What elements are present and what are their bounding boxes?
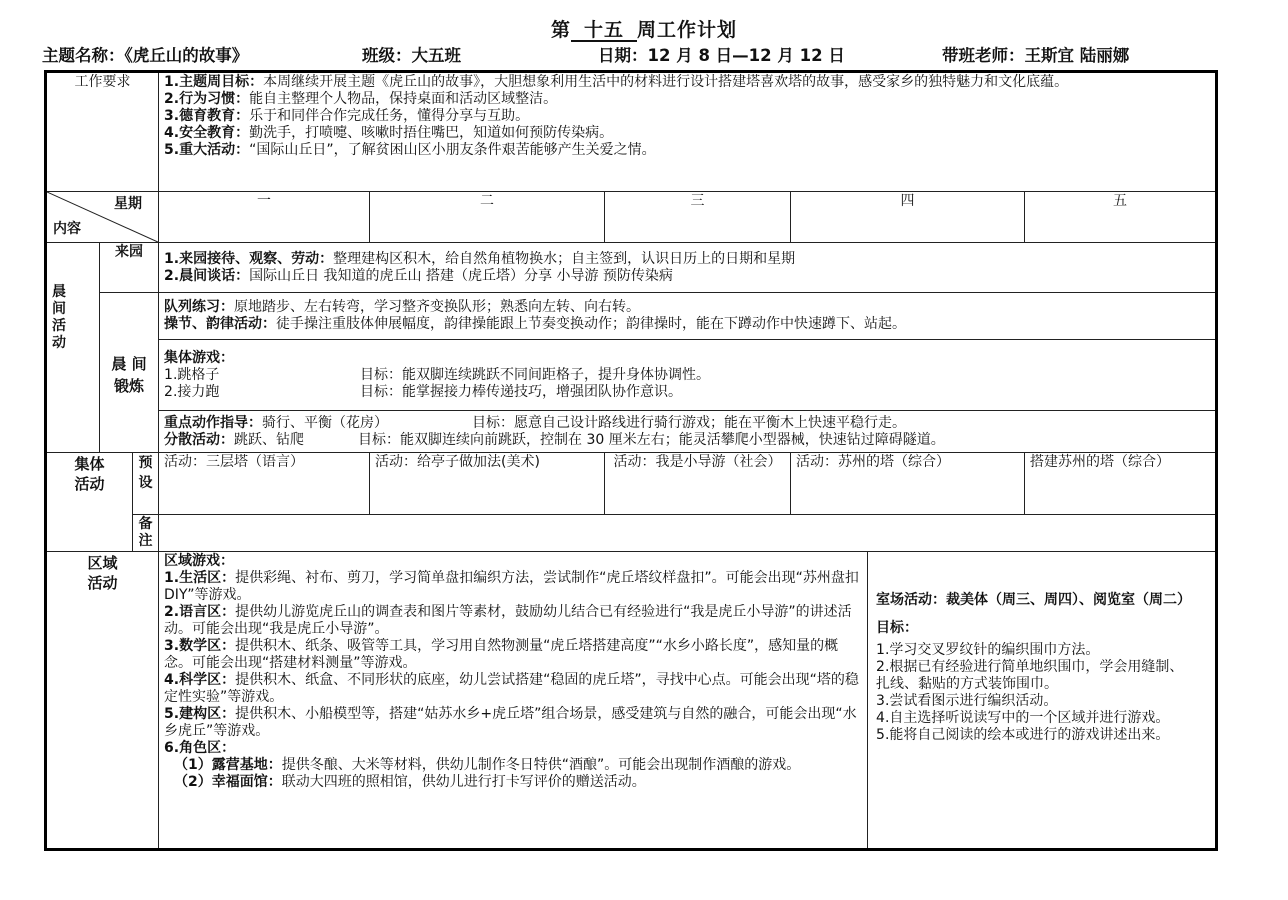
area-item-head: 2.语言区：: [164, 604, 236, 620]
role-sub-1: [164, 757, 862, 774]
note-l2: 注: [138, 533, 153, 549]
exercise-row-2: [46, 340, 1217, 411]
work-req-item: [164, 142, 1210, 159]
item-head: 1.主题周目标：: [164, 74, 264, 90]
area-item-head: 1.生活区：: [164, 570, 236, 586]
room-goal-item: 5.能将自己阅读的绘本或进行的游戏讲述出来。: [876, 727, 1170, 743]
area-item: [164, 570, 862, 604]
area-item: [164, 604, 862, 638]
activity-wed: 活动：我是小导游（社会）: [605, 453, 791, 515]
item-head: 5.重大活动：: [164, 142, 250, 158]
role-sub-1-head: （1）露营基地：: [174, 757, 282, 773]
work-req-item: [164, 74, 1210, 91]
day-tue: 二: [370, 192, 605, 243]
weekday-header-row: [46, 192, 1217, 243]
rhythm-head: 操节、韵律活动：: [164, 316, 277, 332]
note-label: [133, 515, 159, 552]
area-heading: 区域游戏：: [164, 553, 235, 569]
role-sub-2-head: （2）幸福面馆：: [174, 774, 282, 790]
spread-head: 分散活动：: [164, 431, 235, 448]
week-number: 十五: [571, 20, 637, 42]
group-label-l2: 活动: [74, 475, 105, 493]
group-game-head: 集体游戏：: [164, 349, 235, 366]
item-head: 4.安全教育：: [164, 125, 250, 141]
room-goal-label: 目标：: [876, 620, 919, 636]
label-char: 间: [52, 301, 66, 317]
teachers: 带班老师：王斯宜 陆丽娜: [942, 46, 1130, 65]
exercise-label-l2: 锻炼: [114, 377, 145, 395]
arrival-l1-head: 1.来园接待、观察、劳动：: [164, 250, 334, 267]
arrival-l1-text: 整理建构区积木，给自然角植物换水；自主签到，认识日历上的日期和星期: [333, 250, 796, 267]
game-2: [164, 384, 1210, 401]
area-label-l2: 活动: [87, 574, 118, 592]
area-item: [164, 706, 862, 740]
area-item-text: 提供积木、纸条、吸管等工具，学习用自然物测量“虎丘塔搭建高度”“水乡小路长度”，感知量的概念。可能会出现“搭建材料测量”等游戏。: [164, 638, 839, 671]
arrival-line-2: [164, 268, 1210, 285]
activity-fri: 搭建苏州的塔（综合）: [1025, 453, 1217, 515]
queue-line: [164, 299, 1210, 316]
title-suffix: 周工作计划: [637, 19, 738, 41]
arrival-row: [46, 243, 1217, 293]
day-thu: 四: [791, 192, 1025, 243]
key-action-line: [164, 415, 1210, 432]
area-item-head: 6.角色区：: [164, 740, 236, 756]
game-2-goal: 目标：能掌握接力棒传递技巧，增强团队协作意识。: [360, 383, 683, 400]
work-requirements-row: [46, 72, 1217, 192]
area-item-head: 4.科学区：: [164, 672, 236, 688]
queue-head: 队列练习：: [164, 299, 235, 315]
exercise-label-l1: 晨 间: [111, 355, 147, 373]
game-1-goal: 目标：能双脚连续跳跃不同间距格子，提升身体协调性。: [360, 366, 711, 383]
arrival-label: 来园: [100, 243, 159, 293]
role-sub-2: [164, 774, 862, 791]
game-1: [164, 367, 1210, 384]
diagonal-header-cell: [46, 192, 159, 243]
preset-label: [133, 453, 159, 515]
activity-mon: 活动：三层塔（语言）: [159, 453, 370, 515]
room-activity-content: [868, 552, 1217, 850]
title-prefix: 第: [550, 19, 571, 41]
item-text: 本周继续开展主题《虎丘山的故事》，大胆想象利用生活中的材料进行设计搭建塔喜欢塔的故事，感受家乡的独特魅力和文化底蕴。: [263, 74, 1069, 90]
queue-text: 原地踏步、左右转弯，学习整齐变换队形；熟悉向左转、向右转。: [234, 299, 641, 315]
theme-name: 主题名称：《虎丘山的故事》: [42, 46, 249, 65]
area-item-text: 提供幼儿游览虎丘山的调查表和图片等素材，鼓励幼儿结合已有经验进行“我是虎丘小导游”的讲述活动。可能会出现“我是虎丘小导游”。: [164, 604, 852, 637]
date-range: 日期：12 月 8 日—12 月 12 日: [598, 46, 845, 65]
work-req-item: [164, 91, 1210, 108]
class-name: 班级：大五班: [362, 46, 461, 65]
item-text: 乐于和同伴合作完成任务，懂得分享与互助。: [249, 108, 530, 124]
game-2-name: 2.接力跑: [164, 383, 220, 400]
note-l1: 备: [138, 516, 153, 532]
activity-tue: 活动：给亭子做加法(美术): [370, 453, 605, 515]
rhythm-text: 徒手操注重肢体伸展幅度，韵律操能跟上节奏变换动作；韵律操时，能在下蹲动作中快速蹲下、站起。: [276, 316, 907, 332]
area-activity-label: [46, 552, 159, 850]
label-char: 动: [52, 335, 66, 351]
weekday-label: 星期: [114, 196, 143, 212]
group-game-content: [159, 340, 1217, 411]
queue-rhythm-content: [159, 293, 1217, 340]
room-goal-item: 2.根据已有经验进行简单地织围巾，学会用缝制、: [876, 659, 1184, 675]
area-item-text: 提供积木、纸盒、不同形状的底座，幼儿尝试搭建“稳固的虎丘塔”，寻找中心点。可能会出现“塔的稳定性实验”等游戏。: [164, 672, 859, 705]
exercise-row-3: [46, 411, 1217, 453]
role-sub-1-text: 提供冬酿、大米等材料，供幼儿制作冬日特供“酒酿”。可能会出现制作酒酿的游戏。: [281, 757, 801, 773]
spread-text: 跳跃、钻爬: [234, 431, 305, 448]
label-char: 晨: [52, 284, 66, 300]
morning-exercise-label: [100, 293, 159, 453]
area-item-head: 3.数学区：: [164, 638, 236, 654]
role-sub-2-text: 联动大四班的照相馆，供幼儿进行打卡写评价的赠送活动。: [281, 774, 646, 790]
group-activity-label: [46, 453, 133, 552]
key-action-text: 骑行、平衡（花房）: [262, 414, 389, 431]
morning-activity-label: [46, 243, 100, 453]
arrival-line-1: [164, 251, 1210, 268]
day-wed: 三: [605, 192, 791, 243]
exercise-row-1: [46, 293, 1217, 340]
area-item-text: 提供彩绳、衬布、剪刀，学习简单盘扣编织方法，尝试制作“虎丘塔纹样盘扣”。可能会出现“苏州盘扣 DIY”等游戏。: [164, 570, 859, 603]
preset-l1: 预: [138, 455, 153, 471]
plan-subheader: [42, 42, 1242, 66]
note-content: [159, 515, 1217, 552]
preset-l2: 设: [138, 475, 153, 491]
group-label-l1: 集体: [74, 455, 105, 473]
room-goal-item: 4.自主选择听说读写中的一个区域并进行游戏。: [876, 710, 1170, 726]
note-row: [46, 515, 1217, 552]
work-req-item: [164, 125, 1210, 142]
content-label: 内容: [53, 221, 81, 237]
page-title: [0, 15, 1288, 42]
item-head: 3.德育教育：: [164, 108, 250, 124]
key-action-goal: 目标：愿意自己设计路线进行骑行游戏；能在平衡木上快速平稳行走。: [472, 414, 907, 431]
arrival-content: [159, 243, 1217, 293]
arrival-l2-text: 国际山丘日 我知道的虎丘山 搭建（虎丘塔）分享 小导游 预防传染病: [249, 267, 673, 284]
work-req-item: [164, 108, 1210, 125]
day-mon: 一: [159, 192, 370, 243]
work-req-label: 工作要求: [46, 72, 159, 192]
area-activity-row: [46, 552, 1217, 850]
area-games-content: [159, 552, 868, 850]
item-text: 勤洗手，打喷嚏、咳嗽时捂住嘴巴，知道如何预防传染病。: [249, 125, 614, 141]
spread-goal: 目标：能双脚连续向前跳跃，控制在 30 厘米左右；能灵活攀爬小型器械，快速钻过障碍隧道。: [358, 431, 945, 448]
area-label-l1: 区域: [87, 554, 118, 572]
area-item: [164, 672, 862, 706]
key-action-content: [159, 411, 1217, 453]
plan-table: [44, 70, 1218, 851]
key-action-head: 重点动作指导：: [164, 414, 263, 431]
item-head: 2.行为习惯：: [164, 91, 250, 107]
room-goal-item: 扎线、黏贴的方式装饰围巾。: [876, 676, 1059, 692]
item-text: 能自主整理个人物品，保持桌面和活动区域整洁。: [249, 91, 558, 107]
room-goal-item: 3.尝试看图示进行编织活动。: [876, 693, 1058, 709]
item-text: “国际山丘日”，了解贫困山区小朋友条件艰苦能够产生关爱之情。: [249, 142, 656, 158]
spread-line: [164, 432, 1210, 449]
room-goal-item: 1.学习交叉罗纹针的编织围巾方法。: [876, 642, 1100, 658]
activity-thu: 活动：苏州的塔（综合）: [791, 453, 1025, 515]
game-1-name: 1.跳格子: [164, 366, 220, 383]
arrival-l2-head: 2.晨间谈话：: [164, 267, 250, 284]
area-item-head: 5.建构区：: [164, 706, 236, 722]
rhythm-line: [164, 316, 1210, 333]
area-item-text: 提供积木、小船模型等，搭建“姑苏水乡+虎丘塔”组合场景，感受建筑与自然的融合，可能会出现“水乡虎丘”等游戏。: [164, 706, 857, 739]
label-char: 活: [52, 318, 66, 334]
group-activity-row: [46, 453, 1217, 515]
day-fri: 五: [1025, 192, 1217, 243]
work-req-content: [159, 72, 1217, 192]
room-activity-title: 室场活动：裁美体（周三、周四）、阅览室（周二）: [876, 592, 1192, 608]
area-item: [164, 740, 862, 757]
area-item: [164, 638, 862, 672]
